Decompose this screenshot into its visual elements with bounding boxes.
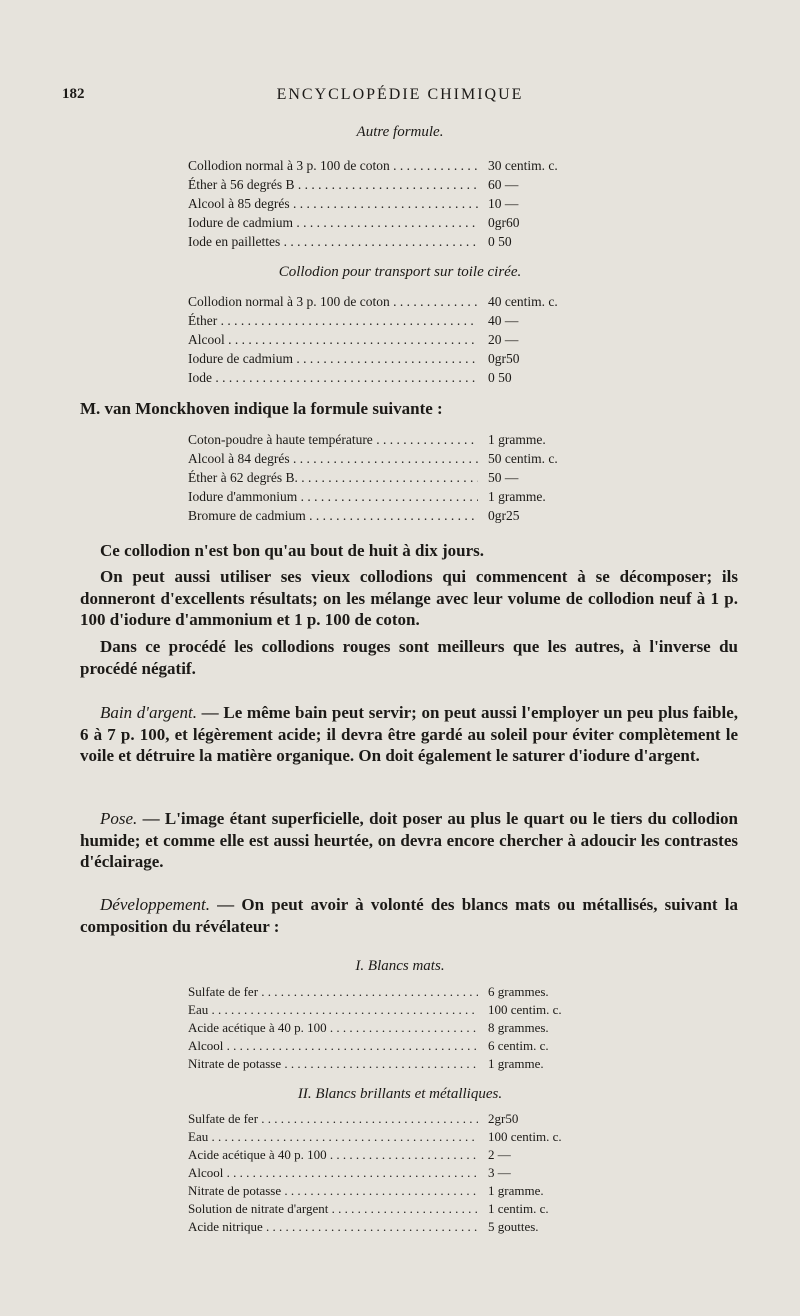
ingredient-name: Eau . . .: [188, 1001, 478, 1019]
formula-table-transport: [188, 292, 618, 387]
ingredient-qty: 8 grammes.: [488, 1020, 549, 1035]
paragraph-text: — On peut avoir à volonté des blancs mats ou métallisés, suivant la composition du révélateur :: [80, 895, 738, 936]
ingredient-name: Eau . . .: [188, 1128, 478, 1146]
table-row: [188, 292, 618, 311]
table-row: [188, 1019, 618, 1037]
table-row: [188, 487, 618, 506]
monckhoven-intro: M. van Monckhoven indique la formule suivante :: [80, 399, 443, 418]
page-header: [62, 86, 738, 108]
paragraph-1: Ce collodion n'est bon qu'au bout de huit à dix jours.: [100, 541, 485, 560]
ingredient-name: Nitrate de potasse . . .: [188, 1182, 478, 1200]
ingredient-qty: 100 centim. c.: [488, 1129, 562, 1144]
table-row: [188, 156, 618, 175]
ingredient-name: Iodure de cadmium . . .: [188, 213, 478, 232]
table-row: [188, 194, 618, 213]
ingredient-name: Iodure de cadmium . . .: [188, 349, 478, 368]
ingredient-name: Nitrate de potasse . . .: [188, 1055, 478, 1073]
ingredient-qty: 2 —: [488, 1147, 511, 1162]
table-row: [188, 1146, 618, 1164]
ingredient-name: Acide acétique à 40 p. 100 . . .: [188, 1146, 478, 1164]
ingredient-name: Alcool . . .: [188, 1037, 478, 1055]
table-row: [188, 311, 618, 330]
ingredient-name: Alcool . . .: [188, 1164, 478, 1182]
ingredient-name: Éther à 56 degrés B . . .: [188, 175, 478, 194]
table-row: [188, 330, 618, 349]
ingredient-qty: 50 —: [488, 470, 519, 485]
paragraph-developpement: [80, 894, 738, 937]
section-title-blancs-mats: I. Blancs mats.: [355, 958, 445, 974]
ingredient-name: Éther à 62 degrés B. . . .: [188, 468, 478, 487]
ingredient-name: Solution de nitrate d'argent . . .: [188, 1200, 478, 1218]
ingredient-name: Iode . . .: [188, 368, 478, 387]
table-row: [188, 1218, 618, 1236]
ingredient-qty: 1 gramme.: [488, 489, 546, 504]
ingredient-name: Sulfate de fer . . .: [188, 1110, 478, 1128]
ingredient-qty: 0gr50: [488, 351, 520, 366]
ingredient-qty: 60 —: [488, 177, 519, 192]
table-row: [188, 449, 618, 468]
ingredient-qty: 1 gramme.: [488, 1056, 544, 1071]
ingredient-qty: 40 centim. c.: [488, 294, 558, 309]
formula-table-blancs-brillants: [188, 1110, 618, 1236]
table-row: [188, 430, 618, 449]
paragraph-lead: Bain d'argent.: [100, 703, 197, 722]
table-row: [188, 1037, 618, 1055]
ingredient-qty: 0 50: [488, 370, 512, 385]
table-row: [188, 1182, 618, 1200]
ingredient-name: Alcool à 85 degrés . . .: [188, 194, 478, 213]
ingredient-qty: 40 —: [488, 313, 519, 328]
ingredient-name: Collodion normal à 3 p. 100 de coton . . .: [188, 292, 478, 311]
paragraph-2: On peut aussi utiliser ses vieux collodions qui commencent à se décomposer; ils donneront d'excellents résultats; on les mélange avec leur volume de collodion neuf à 1 p. 100 d'iodure d'ammonium et 1 p. 100 de coton.: [80, 567, 738, 629]
formula-table-monckhoven: [188, 430, 618, 525]
ingredient-name: Bromure de cadmium . . .: [188, 506, 478, 525]
ingredient-name: Iode en paillettes . . .: [188, 232, 478, 251]
ingredient-qty: 6 centim. c.: [488, 1038, 549, 1053]
table-row: [188, 1128, 618, 1146]
table-row: [188, 1164, 618, 1182]
table-row: [188, 506, 618, 525]
ingredient-qty: 5 gouttes.: [488, 1219, 539, 1234]
table-row: [188, 368, 618, 387]
ingredient-qty: 20 —: [488, 332, 519, 347]
table-row: [188, 349, 618, 368]
table-row: [188, 1200, 618, 1218]
ingredient-qty: 6 grammes.: [488, 984, 549, 999]
ingredient-qty: 10 —: [488, 196, 519, 211]
ingredient-qty: 1 gramme.: [488, 1183, 544, 1198]
ingredient-name: Alcool . . .: [188, 330, 478, 349]
ingredient-qty: 0 50: [488, 234, 512, 249]
paragraph-bain-argent: [80, 702, 738, 767]
ingredient-name: Collodion normal à 3 p. 100 de coton . . .: [188, 156, 478, 175]
ingredient-name: Alcool à 84 degrés . . .: [188, 449, 478, 468]
formula-table-autre: [188, 156, 618, 251]
paragraph-lead: Pose.: [100, 809, 138, 828]
table-row: [188, 1001, 618, 1019]
section-title-transport: Collodion pour transport sur toile cirée.: [278, 264, 522, 280]
ingredient-qty: 3 —: [488, 1165, 511, 1180]
page-number: 182: [62, 86, 85, 102]
table-row: [188, 468, 618, 487]
ingredient-name: Coton-poudre à haute température . . .: [188, 430, 478, 449]
table-row: [188, 175, 618, 194]
ingredient-qty: 1 centim. c.: [488, 1201, 549, 1216]
paragraph-text: — L'image étant superficielle, doit poser au plus le quart ou le tiers du collodion humide; et comme elle est aussi heurtée, on devra encore chercher à adoucir les contrastes d'éclairage.: [80, 809, 738, 871]
ingredient-qty: 1 gramme.: [488, 432, 546, 447]
table-row: [188, 1055, 618, 1073]
ingredient-qty: 100 centim. c.: [488, 1002, 562, 1017]
running-title: ENCYCLOPÉDIE CHIMIQUE: [276, 86, 524, 103]
ingredient-qty: 0gr25: [488, 508, 520, 523]
ingredient-name: Acide acétique à 40 p. 100 . . .: [188, 1019, 478, 1037]
paragraph-3: Dans ce procédé les collodions rouges sont meilleurs que les autres, à l'inverse du procédé négatif.: [80, 637, 738, 678]
paragraph-pose: [80, 808, 738, 873]
table-row: [188, 213, 618, 232]
table-row: [188, 983, 618, 1001]
ingredient-qty: 30 centim. c.: [488, 158, 558, 173]
ingredient-name: Sulfate de fer . . .: [188, 983, 478, 1001]
ingredient-qty: 2gr50: [488, 1111, 519, 1126]
ingredient-name: Acide nitrique . . .: [188, 1218, 478, 1236]
section-title-autre-formule: Autre formule.: [356, 124, 444, 140]
section-title-blancs-brillants: II. Blancs brillants et métalliques.: [297, 1086, 503, 1102]
formula-table-blancs-mats: [188, 983, 618, 1073]
paragraph-lead: Développement.: [100, 895, 210, 914]
paragraph-text: — Le même bain peut servir; on peut aussi l'employer un peu plus faible, 6 à 7 p. 100, et légèrement acide; il devra être gardé au soleil pour éviter complètement le voile et détruire la matière organique. On doit également le saturer d'iodure d'argent.: [80, 703, 738, 765]
table-row: [188, 1110, 618, 1128]
ingredient-qty: 0gr60: [488, 215, 520, 230]
ingredient-name: Iodure d'ammonium . . .: [188, 487, 478, 506]
table-row: [188, 232, 618, 251]
ingredient-qty: 50 centim. c.: [488, 451, 558, 466]
ingredient-name: Éther . . .: [188, 311, 478, 330]
